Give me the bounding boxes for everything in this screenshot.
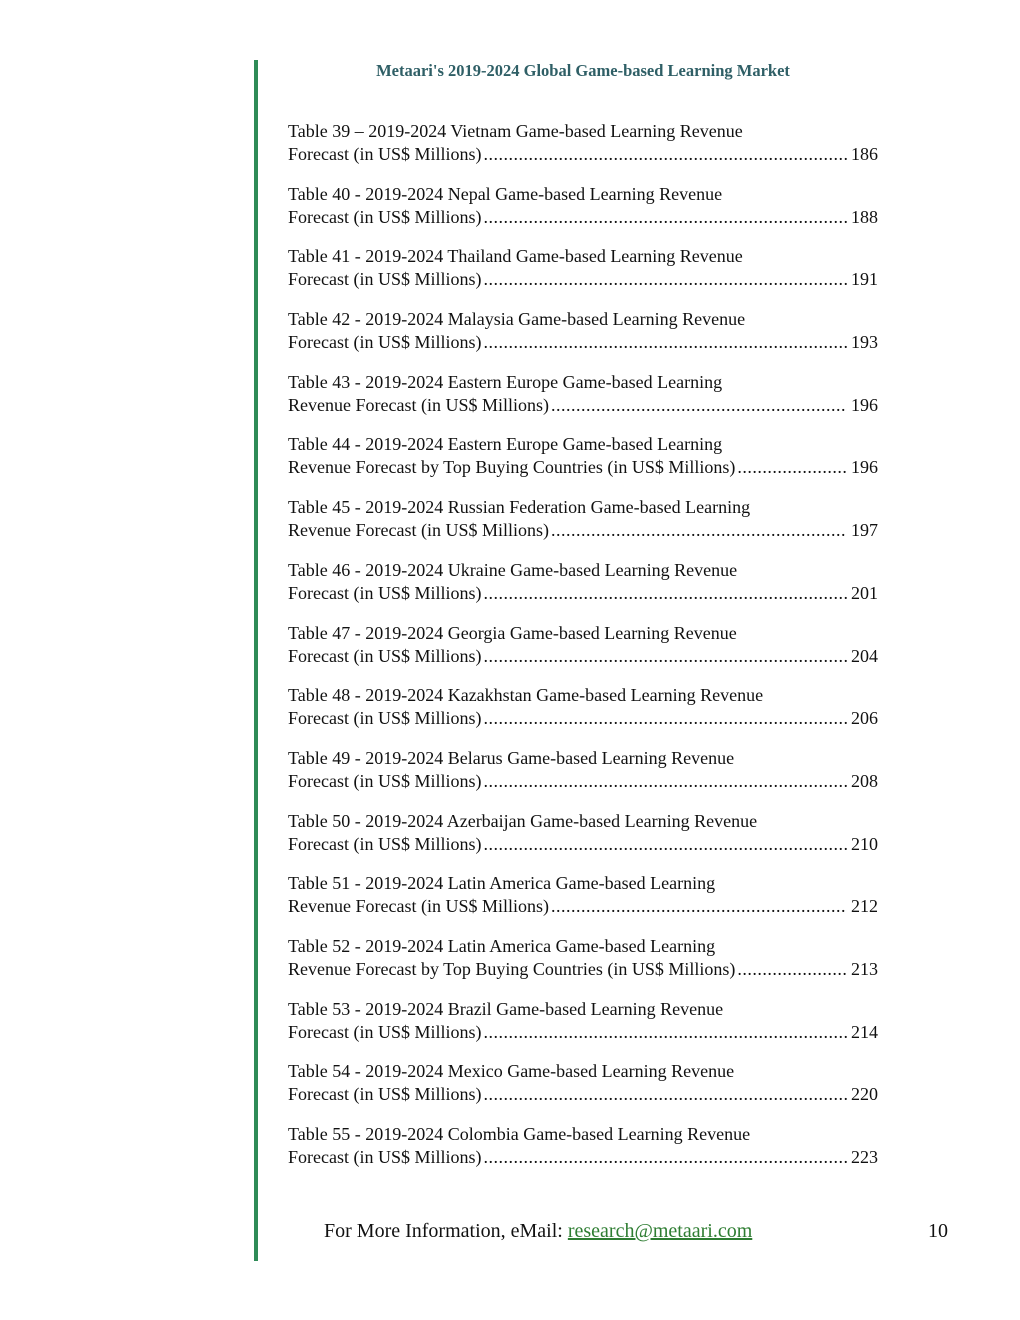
left-margin-rule [254, 60, 258, 1261]
dot-leader [484, 206, 848, 229]
toc-entry-title: Table 40 - 2019-2024 Nepal Game-based Learning Revenue [288, 183, 723, 204]
dot-leader [484, 1021, 848, 1044]
toc-entry-title-cont: Revenue Forecast (in US$ Millions) [288, 394, 549, 415]
toc-entry-title: Table 51 - 2019-2024 Latin America Game-based Learning [288, 873, 716, 894]
toc-entry-page: 186 [851, 144, 878, 164]
dot-leader [737, 958, 847, 981]
toc-entry-title: Table 47 - 2019-2024 Georgia Game-based Learning Revenue [288, 622, 737, 643]
dot-leader [484, 582, 848, 605]
table-of-contents [288, 120, 878, 1186]
toc-entry-page: 212 [851, 896, 878, 917]
dot-leader [551, 895, 847, 918]
dot-leader [484, 1146, 848, 1169]
toc-entry[interactable] [288, 935, 878, 998]
toc-entry-title: Table 54 - 2019-2024 Mexico Game-based Learning Revenue [288, 1061, 735, 1082]
toc-entry-page: 201 [851, 582, 878, 603]
toc-entry-page: 204 [851, 645, 878, 666]
dot-leader [484, 1083, 848, 1106]
toc-entry[interactable] [288, 371, 878, 434]
toc-entry-title-cont: Forecast (in US$ Millions) [288, 833, 482, 854]
dot-leader [484, 707, 848, 730]
footer-prefix: For More Information, eMail: [324, 1220, 568, 1242]
toc-entry-title-cont: Forecast (in US$ Millions) [288, 770, 482, 791]
dot-leader [737, 456, 847, 479]
dot-leader [484, 268, 848, 291]
toc-entry-title: Table 39 – 2019-2024 Vietnam Game-based Learning Revenue [288, 121, 743, 141]
toc-entry[interactable] [288, 1123, 878, 1186]
toc-entry[interactable] [288, 183, 878, 246]
toc-entry-title-cont: Revenue Forecast by Top Buying Countries (in US$ Millions) [288, 958, 736, 979]
toc-entry-title: Table 53 - 2019-2024 Brazil Game-based Learning Revenue [288, 998, 724, 1019]
toc-entry[interactable] [288, 622, 878, 685]
dot-leader [484, 770, 848, 793]
toc-entry[interactable] [288, 559, 878, 622]
toc-entry-title-cont: Forecast (in US$ Millions) [288, 708, 482, 729]
toc-entry[interactable] [288, 998, 878, 1061]
toc-entry-title-cont: Revenue Forecast by Top Buying Countries (in US$ Millions) [288, 457, 736, 478]
dot-leader [484, 331, 848, 354]
toc-entry-title-cont: Forecast (in US$ Millions) [288, 332, 482, 353]
dot-leader [551, 394, 847, 417]
dot-leader [484, 143, 848, 166]
toc-entry-title: Table 48 - 2019-2024 Kazakhstan Game-based Learning Revenue [288, 685, 764, 706]
toc-entry-page: 214 [851, 1021, 878, 1042]
dot-leader [484, 645, 848, 668]
toc-entry-title-cont: Forecast (in US$ Millions) [288, 1084, 482, 1105]
email-link[interactable]: research@metaari.com [567, 1220, 753, 1242]
toc-entry-title-cont: Forecast (in US$ Millions) [288, 1147, 482, 1167]
toc-entry[interactable] [288, 747, 878, 810]
toc-entry-title-cont: Forecast (in US$ Millions) [288, 645, 482, 666]
toc-entry-title: Table 45 - 2019-2024 Russian Federation Game-based Learning [288, 497, 751, 518]
toc-entry[interactable] [288, 496, 878, 559]
toc-entry-title: Table 43 - 2019-2024 Eastern Europe Game-based Learning [288, 371, 723, 392]
toc-entry-page: 210 [851, 833, 878, 854]
toc-entry-page: 191 [851, 269, 878, 290]
toc-entry-title-cont: Revenue Forecast (in US$ Millions) [288, 520, 549, 541]
toc-entry-title: Table 50 - 2019-2024 Azerbaijan Game-based Learning Revenue [288, 810, 758, 831]
toc-entry-title-cont: Forecast (in US$ Millions) [288, 206, 482, 227]
toc-entry-page: 208 [851, 770, 878, 791]
toc-entry-page: 188 [851, 206, 878, 227]
toc-entry[interactable] [288, 120, 878, 183]
toc-entry-title: Table 41 - 2019-2024 Thailand Game-based Learning Revenue [288, 246, 743, 267]
toc-entry-title-cont: Forecast (in US$ Millions) [288, 582, 482, 603]
running-header: Metaari's 2019-2024 Global Game-based Learning Market [376, 61, 790, 80]
toc-entry[interactable] [288, 810, 878, 873]
toc-entry[interactable] [288, 684, 878, 747]
footer-contact [324, 1220, 752, 1243]
toc-entry-page: 220 [851, 1084, 878, 1105]
toc-entry-page: 213 [851, 958, 878, 979]
toc-entry[interactable] [288, 308, 878, 371]
toc-entry-title: Table 44 - 2019-2024 Eastern Europe Game-based Learning [288, 434, 723, 455]
dot-leader [551, 519, 847, 542]
toc-entry-title: Table 49 - 2019-2024 Belarus Game-based Learning Revenue [288, 747, 735, 768]
toc-entry-page: 197 [851, 520, 878, 541]
dot-leader [484, 833, 848, 856]
toc-entry-page: 196 [851, 394, 878, 415]
toc-entry[interactable] [288, 433, 878, 496]
toc-entry[interactable] [288, 1060, 878, 1123]
toc-entry-title: Table 42 - 2019-2024 Malaysia Game-based Learning Revenue [288, 309, 746, 330]
page-number: 10 [928, 1220, 948, 1242]
toc-entry-title-cont: Revenue Forecast (in US$ Millions) [288, 896, 549, 917]
toc-entry-page: 206 [851, 708, 878, 729]
toc-entry[interactable] [288, 872, 878, 935]
toc-entry[interactable] [288, 245, 878, 308]
toc-entry-title-cont: Forecast (in US$ Millions) [288, 1021, 482, 1042]
toc-entry-title: Table 52 - 2019-2024 Latin America Game-based Learning [288, 935, 716, 956]
toc-entry-title-cont: Forecast (in US$ Millions) [288, 269, 482, 290]
toc-entry-page: 196 [851, 457, 878, 478]
toc-entry-page: 223 [851, 1147, 878, 1167]
toc-entry-title: Table 55 - 2019-2024 Colombia Game-based Learning Revenue [288, 1124, 751, 1144]
toc-entry-title-cont: Forecast (in US$ Millions) [288, 144, 482, 164]
toc-entry-page: 193 [851, 332, 878, 353]
toc-entry-title: Table 46 - 2019-2024 Ukraine Game-based Learning Revenue [288, 559, 738, 580]
